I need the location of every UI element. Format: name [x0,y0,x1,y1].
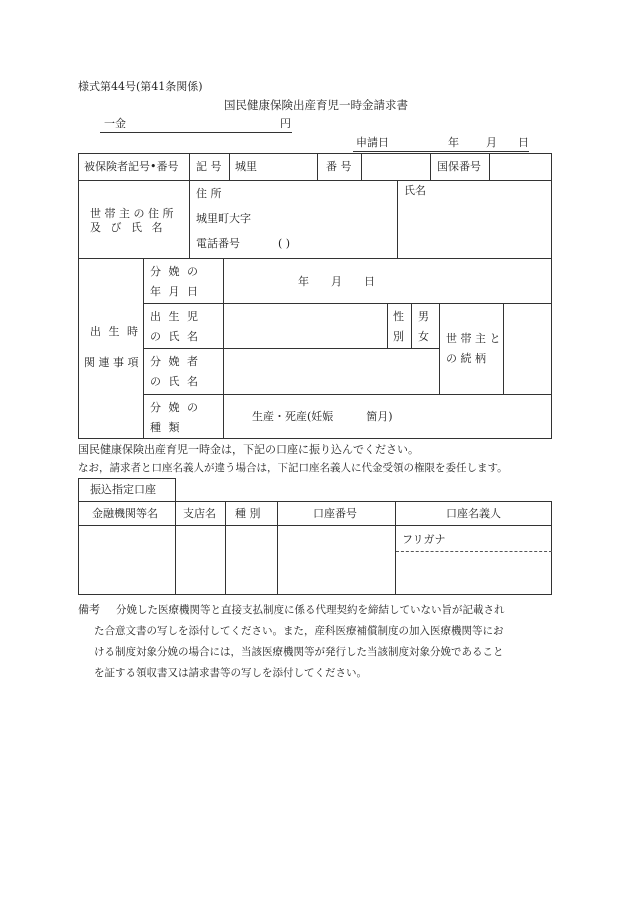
account-furigana-label: フリガナ [402,533,446,546]
bangou-label: 番 号 [326,160,352,173]
sex-male[interactable]: 男 [418,310,429,323]
mother-name-label-line1: 分 娩 者 [150,355,200,368]
amount-underline [100,132,292,133]
mother-name-label-line2: の 氏 名 [150,375,200,388]
account-header-bank: 金融機関等名 [92,507,158,520]
delivery-date-label-line1: 分 娩 の [150,265,200,278]
application-date-day: 日 [518,136,529,149]
address-value[interactable]: 城里町大字 [196,212,251,225]
sex-label-line1: 性 [393,310,404,323]
remarks-line1: 分娩した医療機関等と直接支払制度に係る代理契約を締結していない旨が記載され [116,604,505,616]
remarks-line2: た合意文書の写しを添付してください。また，産科医療補償制度の加入医療機関等にお [94,625,504,637]
amount-prefix: 一金 [104,117,126,130]
insured-number-label: 被保険者記号•番号 [84,160,179,173]
delivery-type-label-line2: 種 類 [150,421,182,434]
delivery-date-label-line2: 年 月 日 [150,285,200,298]
relation-label-line1: 世 帯 主 と [446,332,501,345]
kokuho-number-label: 国保番号 [437,160,481,173]
account-header-number: 口座番号 [313,507,357,520]
amount-unit: 円 [280,117,291,130]
account-header-branch: 支店名 [183,507,216,520]
relation-label-line2: の 続 柄 [446,352,486,365]
delivery-type-value[interactable]: 生産・死産(妊娠 箇月) [252,410,393,423]
application-date-year: 年 [448,136,459,149]
birth-section-label-line1: 出 生 時 [90,325,140,338]
address-label: 住 所 [196,187,222,200]
delivery-date-value[interactable]: 年 月 日 [298,275,375,288]
form-number: 様式第44号(第41条関係) [78,80,203,93]
delivery-type-label-line1: 分 娩 の [150,401,200,414]
remarks-label: 備考 [78,603,100,616]
account-header-type: 種 別 [235,507,261,520]
page-title: 国民健康保険出産育児一時金請求書 [224,98,408,112]
phone-parens[interactable]: ( ) [278,237,291,250]
kigou-label: 記 号 [196,160,222,173]
baby-name-label-line1: 出 生 児 [150,310,200,323]
application-date-underline [353,151,529,152]
sex-female[interactable]: 女 [418,330,429,343]
phone-label: 電話番号 [196,237,240,250]
application-date-month: 月 [486,136,497,149]
application-date-label: 申請日 [356,136,389,149]
sex-label-line2: 別 [393,330,404,343]
notice-line2: なお，請求者と口座名義人が違う場合は，下記口座名義人に代金受領の権限を委任します。 [78,462,508,474]
remarks-line3: ける制度対象分娩の場合には，当該医療機関等が発行した当該制度対象分娩であること [94,646,504,658]
baby-name-label-line2: の 氏 名 [150,330,200,343]
remarks-line4: を証する領収書又は請求書等の写しを添付してください。 [94,667,367,679]
householder-name-label: 氏名 [404,184,426,197]
birth-section-label-line2: 関 連 事 項 [84,356,139,369]
account-section-label: 振込指定口座 [90,483,156,496]
account-header-holder: 口座名義人 [446,507,501,520]
kigou-value[interactable]: 城里 [235,160,257,173]
householder-label-line2: 及 び 氏 名 [90,221,166,234]
householder-label-line1: 世 帯 主 の 住 所 [90,207,174,220]
notice-line1: 国民健康保険出産育児一時金は，下記の口座に振り込んでください。 [78,443,419,456]
